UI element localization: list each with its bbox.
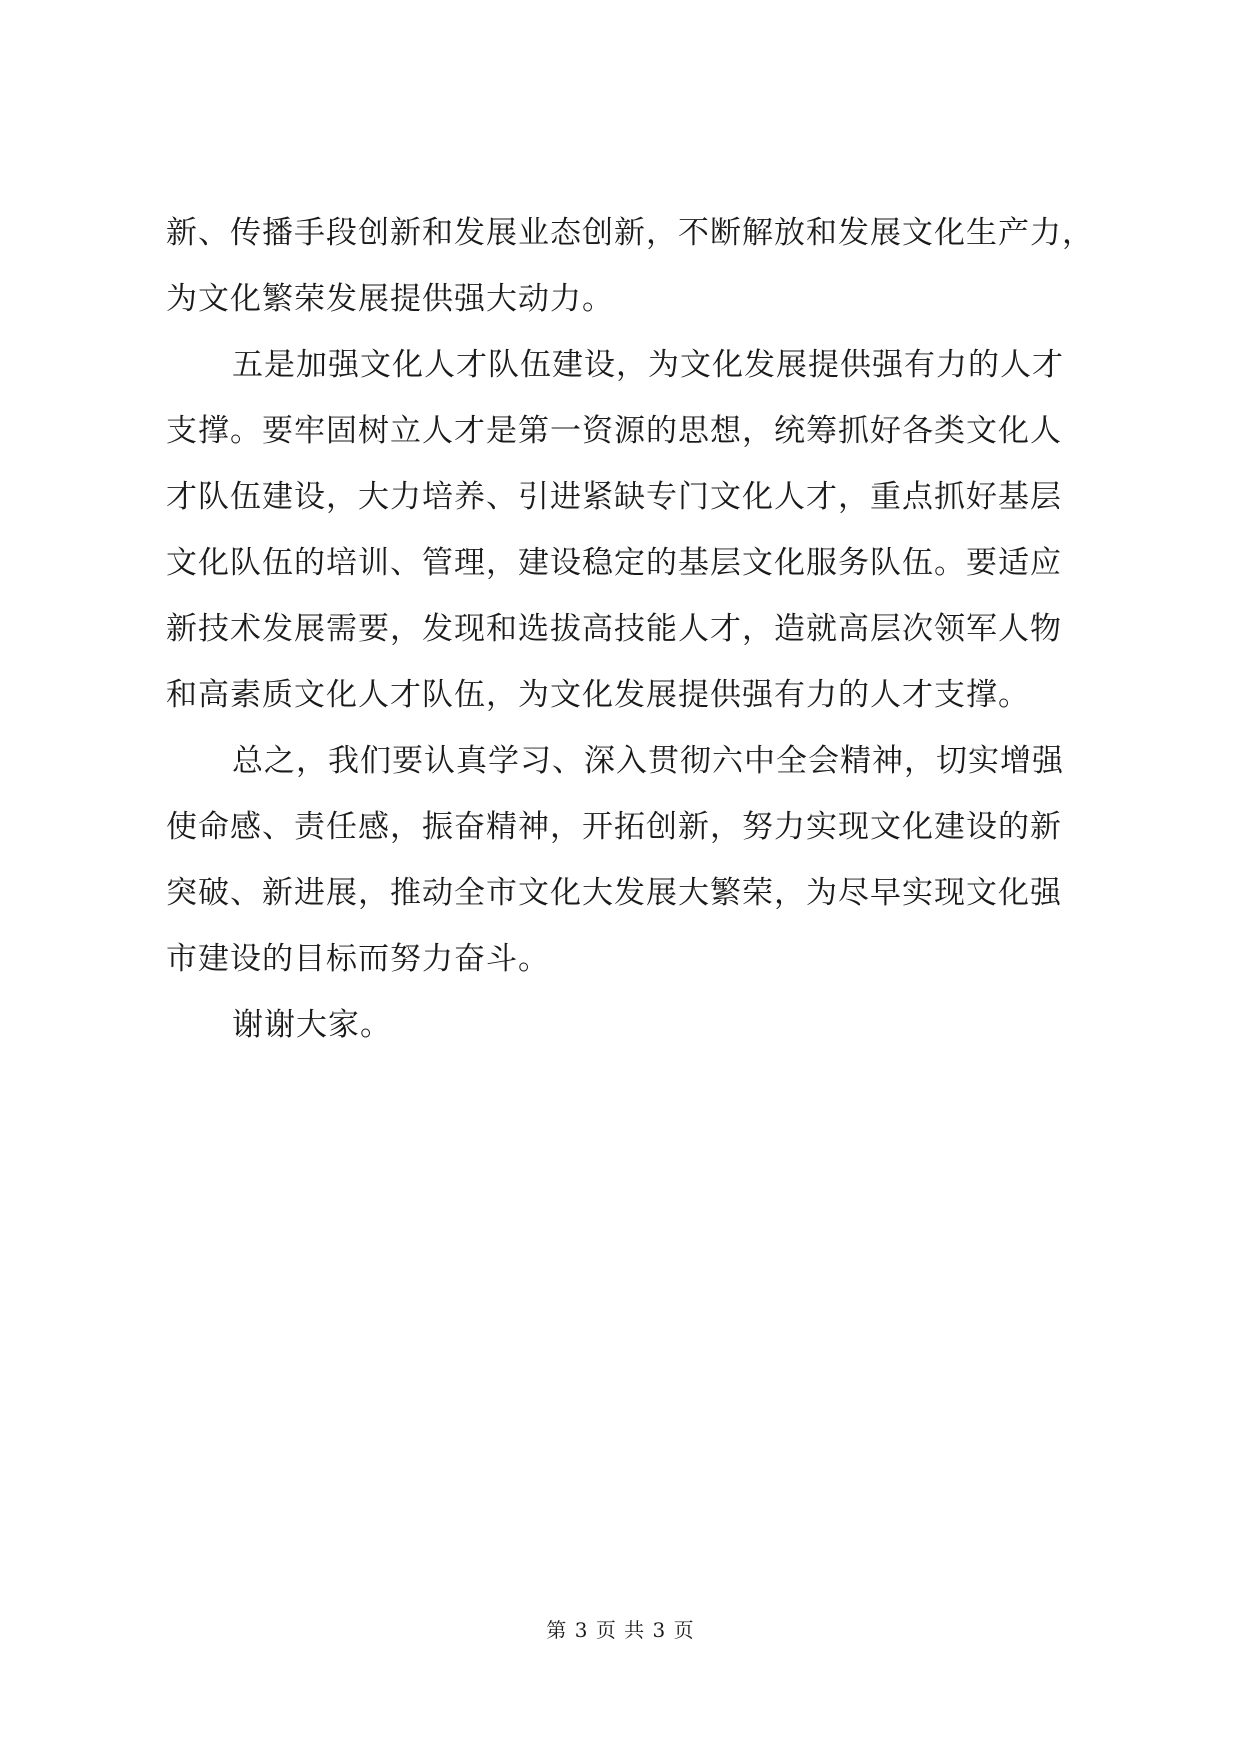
- text-line: 文化队伍的培训、管理，建设稳定的基层文化服务队伍。要适应: [166, 545, 1062, 581]
- paragraph-continuation: [166, 200, 1094, 332]
- text-line: 突破、新进展，推动全市文化大发展大繁荣，为尽早实现文化强: [166, 875, 1062, 911]
- text-line: 新、传播手段创新和发展业态创新，不断解放和发展文化生产力，: [166, 215, 1094, 251]
- paragraph-talent-team: [166, 332, 1086, 728]
- text-line: 和高素质文化人才队伍，为文化发展提供强有力的人才支撑。: [166, 677, 1030, 713]
- text-line: 总之，我们要认真学习、深入贯彻六中全会精神，切实增强: [232, 743, 1064, 779]
- text-line: 谢谢大家。: [232, 1007, 392, 1043]
- paragraph-closing: [166, 992, 1086, 1058]
- text-line: 支撑。要牢固树立人才是第一资源的思想，统筹抓好各类文化人: [166, 413, 1062, 449]
- text-line: 新技术发展需要，发现和选拔高技能人才，造就高层次领军人物: [166, 611, 1062, 647]
- text-line: 为文化繁荣发展提供强大动力。: [166, 281, 614, 317]
- page-footer: 第 3 页 共 3 页: [546, 1618, 695, 1642]
- document-body: [166, 200, 1094, 1058]
- text-line: 五是加强文化人才队伍建设，为文化发展提供强有力的人才: [232, 347, 1064, 383]
- text-line: 才队伍建设，大力培养、引进紧缺专门文化人才，重点抓好基层: [166, 479, 1062, 515]
- paragraph-conclusion: [166, 728, 1086, 992]
- text-line: 市建设的目标而努力奋斗。: [166, 941, 550, 977]
- text-line: 使命感、责任感，振奋精神，开拓创新，努力实现文化建设的新: [166, 809, 1062, 845]
